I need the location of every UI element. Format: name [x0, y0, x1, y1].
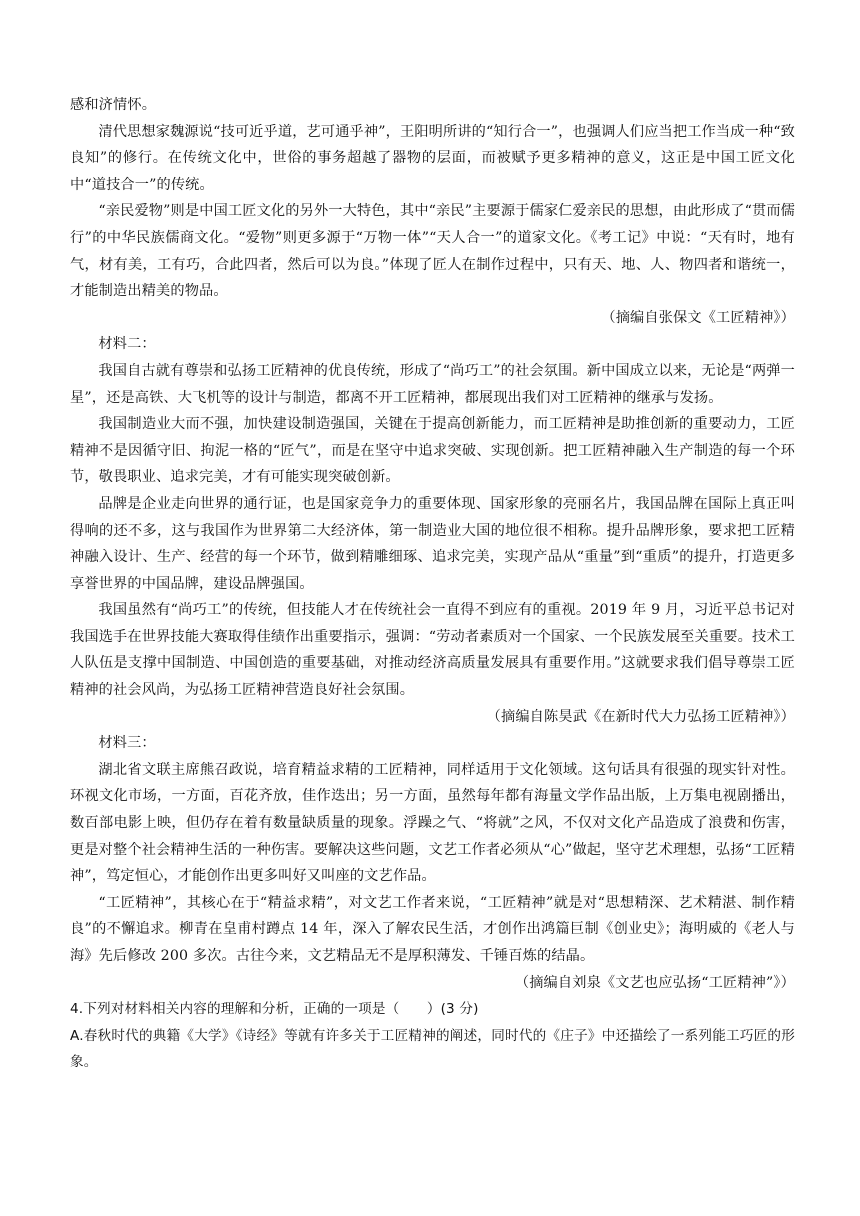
paragraph-qinminaiwu: “亲民爱物”则是中国工匠文化的另外一大特色，其中“亲民”主要源于儒家仁爱亲民的思想，由此形成了“贯而儒行”的中华民族儒商文化。“爱物”则更多源于“万物一体”“天人合一”的道家文化。《考工记》中说：“天有时，地有气，材有美，工有巧，合此四者，然后可以为良。”体现了匠人在制作过程中，只有天、地、人、物四者和谐统一，才能制造出精美的物品。	[70, 203, 795, 300]
paragraph-manufacturing: 我国制造业大而不强，加快建设制造强国，关键在于提高创新能力，而工匠精神是助推创新的重要动力，工匠精神不是因循守旧、拘泥一格的“匠气”，而是在坚守中追求突破、实现创新。把工匠精神融入生产制造的每一个环节，敬畏职业、追求完美，才有可能实现突破创新。	[70, 416, 795, 486]
paragraph-craftsman-core: “工匠精神”，其核心在于“精益求精”，对文艺工作者来说，“工匠精神”就是对“思想精深、艺术精湛、制作精良”的不懈追求。柳青在皇甫村蹲点 14 年，深入了解农民生活，才创作出鸿篇巨制《创业史》；海明威的《老人与海》先后修改 200 多次。古往今来，文艺精品无不是厚积薄发、千锤百炼的结晶。	[70, 894, 795, 964]
question-4: 4.下列对材料相关内容的理解和分析，正确的一项是（ ）(3 分)	[70, 1001, 479, 1018]
article-body	[70, 92, 795, 1076]
material-two-heading: 材料二：	[98, 336, 156, 353]
paragraph-continuation: 感和济情怀。	[70, 97, 157, 113]
question-4-option-a: A.春秋时代的典籍《大学》《诗经》等就有许多关于工匠精神的阐述，同时代的《庄子》中还描绘了一系列能工巧匠的形象。	[70, 1027, 795, 1071]
paragraph-culture: 湖北省文联主席熊召政说，培育精益求精的工匠精神，同样适用于文化领域。这句话具有很强的现实针对性。环视文化市场，一方面，百花齐放，佳作迭出；另一方面，虽然每年都有海量文学作品出版，上万集电视剧播出，数百部电影上映，但仍存在着有数量缺质量的现象。浮躁之气、“将就”之风，不仅对文化产品造成了浪费和伤害，更是对整个社会精神生活的一种伤害。要解决这些问题，文艺工作者必须从“心”做起，坚守艺术理想，弘扬“工匠精神”，笃定恒心，才能创作出更多叫好又叫座的文艺作品。	[70, 761, 795, 885]
source-citation-3: （摘编自刘泉《文艺也应弘扬“工匠精神”》）	[514, 974, 795, 991]
paragraph-tradition: 我国自古就有尊崇和弘扬工匠精神的优良传统，形成了“尚巧工”的社会氛围。新中国成立以来，无论是“两弹一星”，还是高铁、大飞机等的设计与制造，都离不开工匠精神，都展现出我们对工匠精神的继承与发扬。	[70, 362, 795, 406]
paragraph-brand: 品牌是企业走向世界的通行证，也是国家竞争力的重要体现、国家形象的亮丽名片，我国品牌在国际上真正叫得响的还不多，这与我国作为世界第二大经济体，第一制造业大国的地位很不相称。提升品牌形象，要求把工匠精神融入设计、生产、经营的每一个环节，做到精雕细琢、追求完美，实现产品从“重量”到“重质”的提升，打造更多享誉世界的中国品牌，建设品牌强国。	[70, 495, 795, 592]
source-citation-2: （摘编自陈昊武《在新时代大力弘扬工匠精神》）	[486, 708, 795, 725]
source-citation-1: （摘编自张保文《工匠精神》）	[601, 309, 795, 326]
paragraph-skills: 我国虽然有“尚巧工”的传统，但技能人才在传统社会一直得不到应有的重视。2019 年 9 月，习近平总书记对我国选手在世界技能大赛取得佳绩作出重要指示，强调：“劳动者素质对一个国家、一个民族发展至关重要。技术工人队伍是支撑中国制造、中国创造的重要基础，对推动经济高质量发展具有重要作用。”这就要求我们倡导尊崇工匠精神的社会风尚，为弘扬工匠精神营造良好社会氛围。	[70, 602, 795, 699]
material-three-heading: 材料三：	[98, 735, 156, 752]
paragraph-daojiheyi: 清代思想家魏源说“技可近乎道，艺可通乎神”，王阳明所讲的“知行合一”，也强调人们应当把工作当成一种“致良知”的修行。在传统文化中，世俗的事务超越了器物的层面，而被赋予更多精神的意义，这正是中国工匠文化中“道技合一”的传统。	[70, 123, 795, 193]
